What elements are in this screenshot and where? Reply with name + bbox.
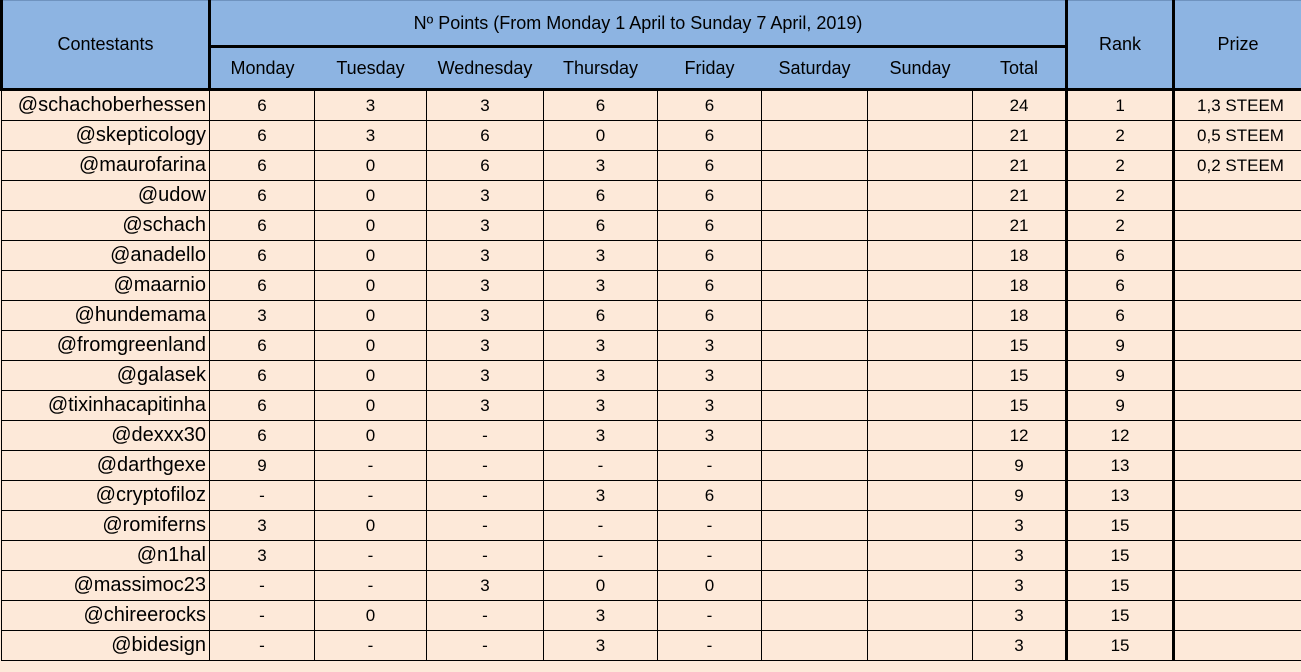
tuesday-cell[interactable]: - [315,571,427,601]
table-row [2,241,1301,271]
monday-cell[interactable]: 9 [210,451,315,481]
tuesday-cell[interactable]: - [315,481,427,511]
rank-cell[interactable]: 15 [1067,601,1174,631]
sunday-cell[interactable] [868,271,973,301]
prize-cell[interactable] [1174,481,1301,511]
total-cell[interactable]: 15 [973,391,1067,421]
sunday-cell[interactable] [868,541,973,571]
tuesday-cell[interactable]: 0 [315,301,427,331]
thursday-cell[interactable]: - [544,511,658,541]
table-row [2,571,1301,601]
sunday-cell[interactable] [868,241,973,271]
header-tuesday[interactable]: Tuesday [315,47,427,90]
wednesday-cell[interactable]: 6 [427,121,544,151]
wednesday-cell[interactable]: 3 [427,571,544,601]
rank-cell[interactable]: 13 [1067,481,1174,511]
header-monday[interactable]: Monday [210,47,315,90]
friday-cell[interactable]: - [658,511,762,541]
contestant-cell[interactable]: @massimoc23 [2,571,210,601]
header-friday[interactable]: Friday [658,47,762,90]
tuesday-cell[interactable]: 3 [315,121,427,151]
friday-cell[interactable]: 6 [658,151,762,181]
header-saturday[interactable]: Saturday [762,47,868,90]
header-rank[interactable]: Rank [1067,1,1174,90]
header-sunday[interactable]: Sunday [868,47,973,90]
friday-cell[interactable]: 0 [658,571,762,601]
tuesday-cell[interactable]: 3 [315,90,427,121]
saturday-cell[interactable] [762,181,868,211]
total-cell[interactable]: 18 [973,301,1067,331]
monday-cell[interactable]: - [210,571,315,601]
table-row [2,511,1301,541]
total-cell[interactable]: 18 [973,271,1067,301]
friday-cell[interactable]: 6 [658,271,762,301]
saturday-cell[interactable] [762,601,868,631]
monday-cell[interactable]: 6 [210,90,315,121]
contestant-cell[interactable]: @schachoberhessen [2,90,210,121]
monday-cell[interactable]: - [210,601,315,631]
thursday-cell[interactable]: 6 [544,181,658,211]
monday-cell[interactable]: 6 [210,421,315,451]
total-cell[interactable]: 15 [973,331,1067,361]
sunday-cell[interactable] [868,151,973,181]
wednesday-cell[interactable]: 3 [427,241,544,271]
saturday-cell[interactable] [762,451,868,481]
tuesday-cell[interactable]: 0 [315,271,427,301]
thursday-cell[interactable]: 3 [544,331,658,361]
wednesday-cell[interactable]: - [427,631,544,661]
thursday-cell[interactable]: 3 [544,631,658,661]
rank-cell[interactable]: 15 [1067,511,1174,541]
contestant-cell[interactable]: @maarnio [2,271,210,301]
saturday-cell[interactable] [762,90,868,121]
total-cell[interactable]: 15 [973,361,1067,391]
monday-cell[interactable]: 6 [210,271,315,301]
contestant-cell[interactable]: @cryptofiloz [2,481,210,511]
wednesday-cell[interactable]: - [427,421,544,451]
saturday-cell[interactable] [762,211,868,241]
rank-cell[interactable]: 2 [1067,211,1174,241]
saturday-cell[interactable] [762,421,868,451]
total-cell[interactable]: 9 [973,481,1067,511]
friday-cell[interactable]: 6 [658,181,762,211]
monday-cell[interactable]: 3 [210,541,315,571]
thursday-cell[interactable]: 3 [544,391,658,421]
thursday-cell[interactable]: 6 [544,211,658,241]
friday-cell[interactable]: 3 [658,361,762,391]
thursday-cell[interactable]: 6 [544,90,658,121]
wednesday-cell[interactable]: - [427,601,544,631]
total-cell[interactable]: 21 [973,151,1067,181]
rank-cell[interactable]: 6 [1067,301,1174,331]
monday-cell[interactable]: 6 [210,121,315,151]
monday-cell[interactable]: 6 [210,331,315,361]
tuesday-cell[interactable]: 0 [315,391,427,421]
contestant-cell[interactable]: @bidesign [2,631,210,661]
friday-cell[interactable]: - [658,601,762,631]
rank-cell[interactable]: 9 [1067,391,1174,421]
wednesday-cell[interactable]: 3 [427,331,544,361]
monday-cell[interactable]: - [210,631,315,661]
wednesday-cell[interactable]: 3 [427,211,544,241]
rank-cell[interactable]: 12 [1067,421,1174,451]
friday-cell[interactable]: - [658,541,762,571]
total-cell[interactable]: 21 [973,181,1067,211]
header-thursday[interactable]: Thursday [544,47,658,90]
contestant-cell[interactable]: @tixinhacapitinha [2,391,210,421]
rank-cell[interactable]: 2 [1067,121,1174,151]
friday-cell[interactable]: 6 [658,301,762,331]
wednesday-cell[interactable]: - [427,451,544,481]
table-row [2,541,1301,571]
contestant-cell[interactable]: @fromgreenland [2,331,210,361]
prize-cell[interactable]: 0,2 STEEM [1174,151,1301,181]
contestant-cell[interactable]: @anadello [2,241,210,271]
prize-cell[interactable] [1174,421,1301,451]
thursday-cell[interactable]: 3 [544,421,658,451]
thursday-cell[interactable]: 3 [544,271,658,301]
table-row [2,391,1301,421]
saturday-cell[interactable] [762,391,868,421]
sunday-cell[interactable] [868,331,973,361]
saturday-cell[interactable] [762,121,868,151]
monday-cell[interactable]: - [210,481,315,511]
rank-cell[interactable]: 9 [1067,361,1174,391]
header-total[interactable]: Total [973,47,1067,90]
contestant-cell[interactable]: @maurofarina [2,151,210,181]
thursday-cell[interactable]: 6 [544,301,658,331]
wednesday-cell[interactable]: - [427,481,544,511]
thursday-cell[interactable]: 3 [544,481,658,511]
wednesday-cell[interactable]: 6 [427,151,544,181]
sunday-cell[interactable] [868,601,973,631]
friday-cell[interactable]: 3 [658,391,762,421]
thursday-cell[interactable]: 3 [544,151,658,181]
wednesday-cell[interactable]: 3 [427,181,544,211]
contestant-cell[interactable]: @schach [2,211,210,241]
contestant-cell[interactable]: @galasek [2,361,210,391]
table-row [2,361,1301,391]
total-cell[interactable]: 18 [973,241,1067,271]
prize-cell[interactable] [1174,361,1301,391]
prize-cell[interactable] [1174,451,1301,481]
sunday-cell[interactable] [868,391,973,421]
wednesday-cell[interactable]: 3 [427,271,544,301]
sunday-cell[interactable] [868,181,973,211]
contestant-cell[interactable]: @chireerocks [2,601,210,631]
monday-cell[interactable]: 3 [210,511,315,541]
total-cell[interactable]: 24 [973,90,1067,121]
tuesday-cell[interactable]: 0 [315,241,427,271]
contestant-cell[interactable]: @darthgexe [2,451,210,481]
tuesday-cell[interactable]: 0 [315,601,427,631]
friday-cell[interactable]: 6 [658,211,762,241]
friday-cell[interactable]: 6 [658,241,762,271]
sunday-cell[interactable] [868,211,973,241]
monday-cell[interactable]: 6 [210,361,315,391]
contestant-cell[interactable]: @dexxx30 [2,421,210,451]
thursday-cell[interactable]: 0 [544,571,658,601]
prize-cell[interactable]: 1,3 STEEM [1174,90,1301,121]
saturday-cell[interactable] [762,241,868,271]
friday-cell[interactable]: 3 [658,331,762,361]
monday-cell[interactable]: 6 [210,391,315,421]
prize-cell[interactable] [1174,571,1301,601]
table-row [2,211,1301,241]
total-cell[interactable]: 3 [973,541,1067,571]
friday-cell[interactable]: 6 [658,90,762,121]
table-row [2,631,1301,661]
table-body [2,90,1301,661]
wednesday-cell[interactable]: 3 [427,391,544,421]
prize-cell[interactable] [1174,241,1301,271]
total-cell[interactable]: 3 [973,601,1067,631]
thursday-cell[interactable]: 3 [544,241,658,271]
table-row [2,181,1301,211]
contestant-cell[interactable]: @hundemama [2,301,210,331]
saturday-cell[interactable] [762,481,868,511]
prize-cell[interactable] [1174,211,1301,241]
contestant-cell[interactable]: @udow [2,181,210,211]
table-row [2,451,1301,481]
thursday-cell[interactable]: 3 [544,361,658,391]
total-cell[interactable]: 3 [973,511,1067,541]
prize-cell[interactable]: 0,5 STEEM [1174,121,1301,151]
total-cell[interactable]: 3 [973,631,1067,661]
monday-cell[interactable]: 3 [210,301,315,331]
table-row [2,90,1301,121]
saturday-cell[interactable] [762,541,868,571]
contestant-cell[interactable]: @n1hal [2,541,210,571]
rank-cell[interactable]: 15 [1067,571,1174,601]
contestant-cell[interactable]: @skepticology [2,121,210,151]
rank-cell[interactable]: 6 [1067,241,1174,271]
prize-cell[interactable] [1174,601,1301,631]
sunday-cell[interactable] [868,571,973,601]
total-cell[interactable]: 12 [973,421,1067,451]
saturday-cell[interactable] [762,511,868,541]
header-prize[interactable]: Prize [1174,1,1301,90]
sunday-cell[interactable] [868,361,973,391]
table-row [2,481,1301,511]
total-cell[interactable]: 21 [973,211,1067,241]
rank-cell[interactable]: 13 [1067,451,1174,481]
tuesday-cell[interactable]: 0 [315,151,427,181]
sunday-cell[interactable] [868,121,973,151]
prize-cell[interactable] [1174,541,1301,571]
table-row [2,151,1301,181]
rank-cell[interactable]: 1 [1067,90,1174,121]
prize-cell[interactable] [1174,631,1301,661]
wednesday-cell[interactable]: 3 [427,301,544,331]
saturday-cell[interactable] [762,301,868,331]
saturday-cell[interactable] [762,271,868,301]
wednesday-cell[interactable]: - [427,511,544,541]
prize-cell[interactable] [1174,301,1301,331]
wednesday-cell[interactable]: - [427,541,544,571]
sunday-cell[interactable] [868,511,973,541]
saturday-cell[interactable] [762,331,868,361]
friday-cell[interactable]: - [658,451,762,481]
tuesday-cell[interactable]: - [315,631,427,661]
prize-cell[interactable] [1174,511,1301,541]
thursday-cell[interactable]: - [544,541,658,571]
sunday-cell[interactable] [868,301,973,331]
tuesday-cell[interactable]: 0 [315,181,427,211]
wednesday-cell[interactable]: 3 [427,361,544,391]
monday-cell[interactable]: 6 [210,181,315,211]
friday-cell[interactable]: 6 [658,121,762,151]
tuesday-cell[interactable]: 0 [315,331,427,361]
total-cell[interactable]: 3 [973,571,1067,601]
prize-cell[interactable] [1174,181,1301,211]
tuesday-cell[interactable]: 0 [315,211,427,241]
sunday-cell[interactable] [868,90,973,121]
sunday-cell[interactable] [868,631,973,661]
saturday-cell[interactable] [762,571,868,601]
friday-cell[interactable]: 3 [658,421,762,451]
sunday-cell[interactable] [868,451,973,481]
wednesday-cell[interactable]: 3 [427,90,544,121]
tuesday-cell[interactable]: 0 [315,361,427,391]
friday-cell[interactable]: 6 [658,481,762,511]
contestant-cell[interactable]: @romiferns [2,511,210,541]
sunday-cell[interactable] [868,481,973,511]
table-row [2,121,1301,151]
prize-cell[interactable] [1174,331,1301,361]
header-points-group[interactable]: Nº Points (From Monday 1 April to Sunday 7 April, 2019) [210,1,1067,47]
tuesday-cell[interactable]: - [315,451,427,481]
table-row [2,271,1301,301]
thursday-cell[interactable]: - [544,451,658,481]
tuesday-cell[interactable]: - [315,541,427,571]
rank-cell[interactable]: 6 [1067,271,1174,301]
saturday-cell[interactable] [762,631,868,661]
monday-cell[interactable]: 6 [210,151,315,181]
thursday-cell[interactable]: 0 [544,121,658,151]
rank-cell[interactable]: 9 [1067,331,1174,361]
tuesday-cell[interactable]: 0 [315,511,427,541]
monday-cell[interactable]: 6 [210,241,315,271]
total-cell[interactable]: 21 [973,121,1067,151]
thursday-cell[interactable]: 3 [544,601,658,631]
prize-cell[interactable] [1174,391,1301,421]
saturday-cell[interactable] [762,361,868,391]
rank-cell[interactable]: 2 [1067,181,1174,211]
monday-cell[interactable]: 6 [210,211,315,241]
header-contestants[interactable]: Contestants [2,1,210,90]
rank-cell[interactable]: 15 [1067,631,1174,661]
table-row [2,421,1301,451]
saturday-cell[interactable] [762,151,868,181]
friday-cell[interactable]: - [658,631,762,661]
table-row [2,331,1301,361]
rank-cell[interactable]: 15 [1067,541,1174,571]
table-row [2,601,1301,631]
tuesday-cell[interactable]: 0 [315,421,427,451]
sunday-cell[interactable] [868,421,973,451]
prize-cell[interactable] [1174,271,1301,301]
table-row [2,301,1301,331]
header-wednesday[interactable]: Wednesday [427,47,544,90]
total-cell[interactable]: 9 [973,451,1067,481]
rank-cell[interactable]: 2 [1067,151,1174,181]
